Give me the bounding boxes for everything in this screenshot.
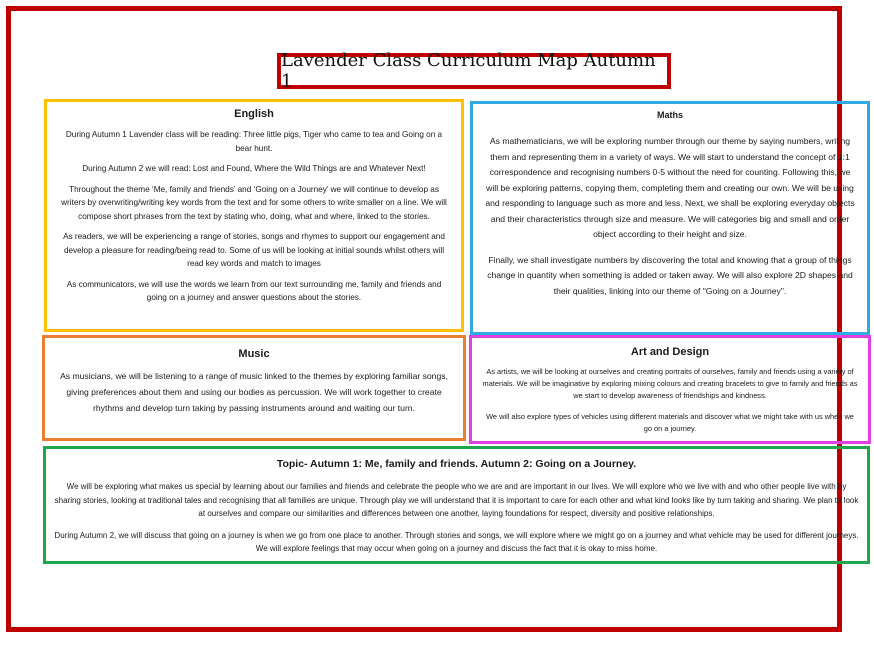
music-paragraph: As musicians, we will be listening to a range of music linked to the themes by exploring familiar songs, giving preferences about them and using our bodies as percussion. We will work together to create rhythms and develop turn taking by passing instruments around and waiting our turn. (60, 371, 448, 413)
topic-paragraph: We will be exploring what makes us special by learning about our families and friends and celebrate the people who we are and are important in our lives. We will explore who we live with and who other people live with by sharing stories, looking at traditional tales and recognising that all families are unique. Through play we will understand that it is important to care for each other and what kind looks like by turn taking and sharing. We plan to look at ourselves and compare our similarities and differences between one another, laying foundations for respect, diversity and positive relationships. (54, 482, 859, 518)
english-paragraph: Throughout the theme ‘Me, family and friends’ and ‘Going on a Journey’ we will continue to develop as writers by overwriting/writing key words from the text and for some others to write smaller on a line. We will compose short phrases from the text by stating who, doing, what and where, linked to the stories. (61, 184, 447, 221)
topic-heading: Topic- Autumn 1: Me, family and friends. Autumn 2: Going on a Journey. (276, 458, 637, 470)
art-paragraph: As artists, we will be looking at ourselves and creating portraits of ourselves, family and friends using a variety of materials. We will be imaginative by exploring mixing colours and creating bracelets to give to family and friends as we start to develop awareness of friendships and kindness. (482, 367, 858, 400)
art-paragraph: We will also explore types of vehicles using different materials and discover what we might take with us when we go on a journey. (486, 412, 854, 433)
english-paragraph: As readers, we will be experiencing a range of stories, songs and rhymes to support our engagement and develop a pleasure for reading/being read to. Some of us will be looking at initial sounds whilst others will read key words and match to images (63, 232, 445, 268)
maths-heading: Maths (656, 110, 683, 120)
art-heading: Art and Design (630, 346, 710, 358)
maths-paragraph: Finally, we shall investigate numbers by discovering the total and knowing that a group of things change in quantity when something is added or taken away. We will also explore 2D shapes and their qualities, linking into our theme of "Going on a Journey". (487, 254, 853, 296)
maths-paragraph: As mathematicians, we will be exploring number through our theme by saying numbers, writing them and representing them in a variety of ways. We will start to understand the concept of 1:1 correspondence and recognising numbers 0-5 without the need for counting. Following this, we will be exploring patterns, copying them, completing them and creating our own. We will be using and responding to language such as more and less. Next, we shall be exploring everyday objects and their characteristics through size and measure. We will categories big and small and order object according to their height and size. (485, 136, 855, 239)
page-title: Lavender Class Curriculum Map Autumn 1 (281, 50, 656, 92)
english-paragraph: During Autumn 1 Lavender class will be reading: Three little pigs, Tiger who came to tea and Going on a bear hunt. (65, 130, 443, 153)
english-section (44, 99, 464, 332)
topic-paragraph: During Autumn 2, we will discuss that going on a journey is when we go from one place to another. Through stories and songs, we will explore where we might go on a journey and what vehicle may be used for different journeys. We will explore feelings that may occur when going on a journey and discuss the fact that it is okay to miss home. (54, 530, 859, 553)
art-section (469, 335, 871, 444)
topic-section (43, 446, 870, 564)
title-box (277, 50, 671, 92)
music-section (42, 335, 466, 441)
english-heading: English (234, 108, 274, 120)
english-paragraph: During Autumn 2 we will read: Lost and Found, Where the Wild Things are and Whatever Next! (82, 164, 426, 173)
music-heading: Music (238, 348, 270, 360)
english-paragraph: As communicators, we will use the words we learn from our text surrounding me, family and friends and going on a journey and answer questions about the stories. (66, 279, 442, 302)
maths-section (470, 101, 870, 335)
